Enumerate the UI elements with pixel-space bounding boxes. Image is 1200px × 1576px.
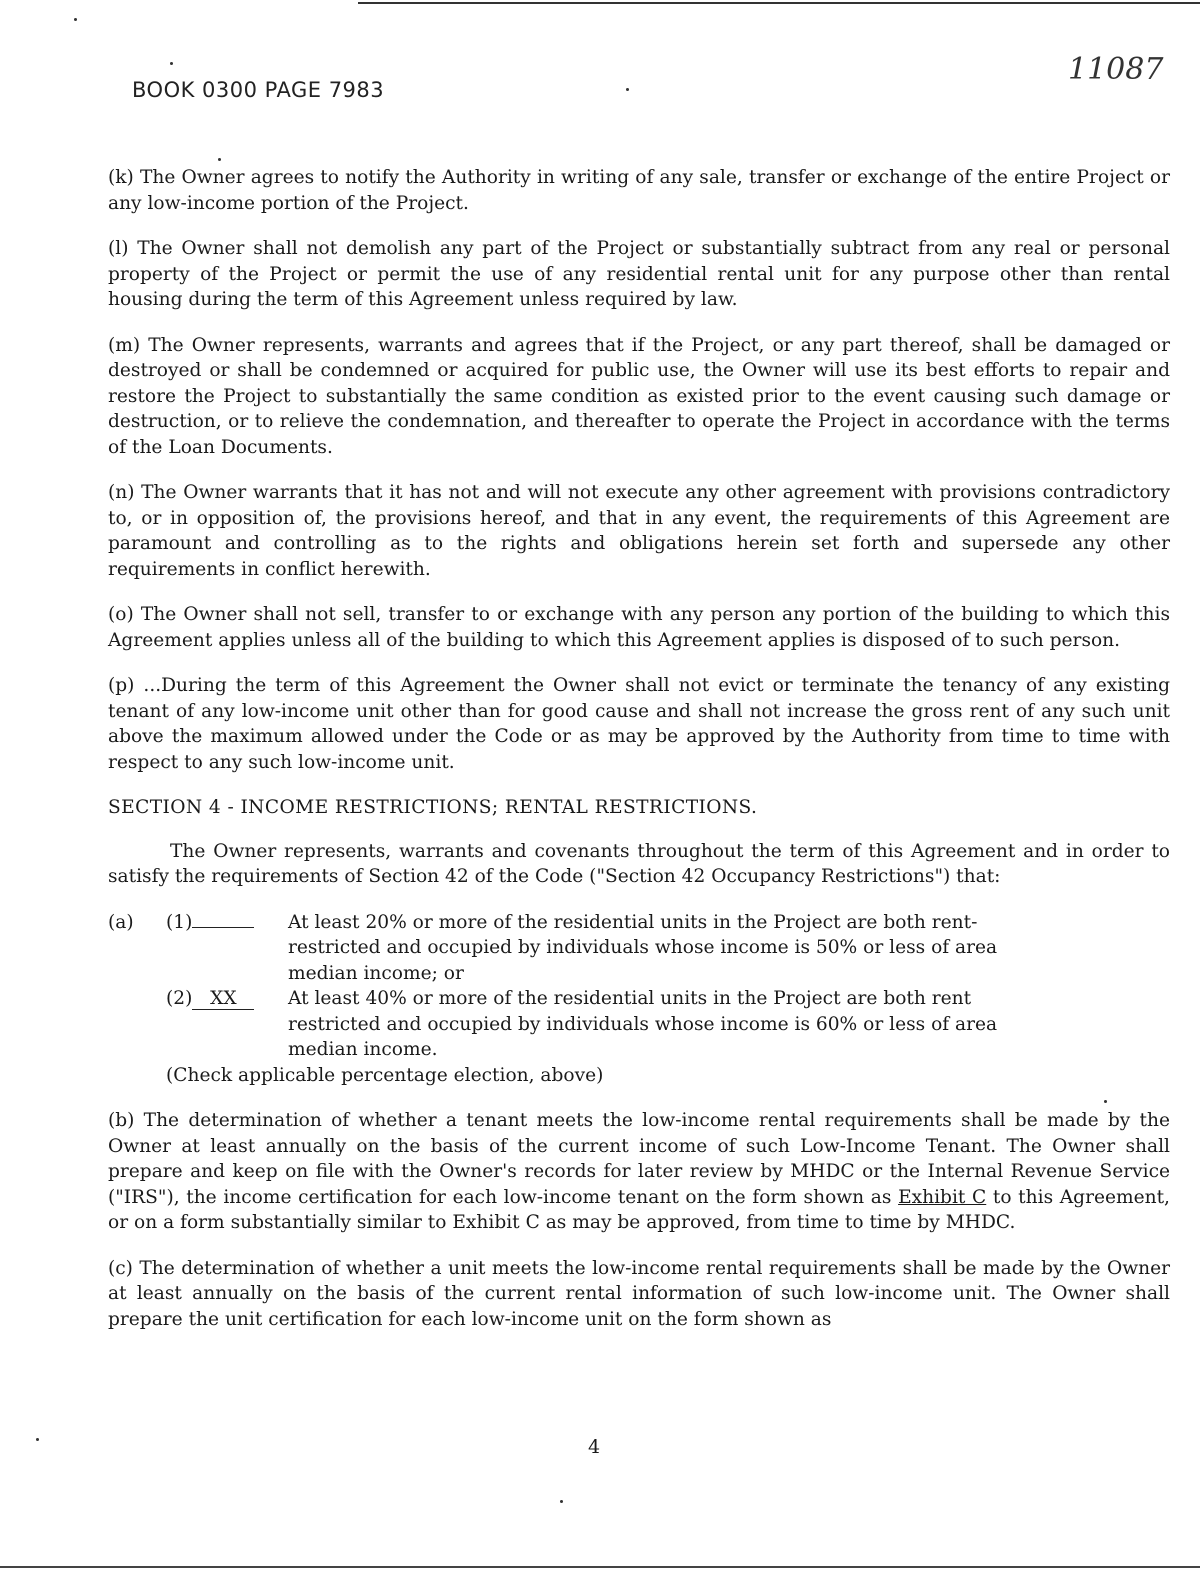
- check-applicable-note: (Check applicable percentage election, above): [166, 1064, 604, 1086]
- scan-speck: [74, 18, 77, 21]
- option-1-text: At least 20% or more of the residential units in the Project are both rent-restricted and occupied by individuals whose income is 50% or less of area median income; or: [288, 911, 998, 984]
- top-edge-rule: [358, 2, 1200, 4]
- document-body: [108, 165, 1170, 1352]
- option-row-1: [108, 910, 1170, 987]
- option-1-check-blank: [192, 927, 254, 928]
- scan-speck: [1104, 1100, 1107, 1103]
- section-4-heading: SECTION 4 - INCOME RESTRICTIONS; RENTAL RESTRICTIONS.: [108, 797, 758, 818]
- percentage-election-options: [108, 910, 1170, 1089]
- paragraph-b: [108, 1108, 1170, 1236]
- option-group-label: (a): [108, 911, 134, 933]
- page-number: 4: [588, 1436, 601, 1458]
- bottom-edge-rule: [0, 1566, 1200, 1568]
- option-2-number: [166, 986, 288, 1063]
- paragraph-n: (n) The Owner warrants that it has not and will not execute any other agreement with provisions contradictory to, or in opposition of, the provisions hereof, and that in any event, the requirements of this Agreement are paramount and controlling as to the rights and obligations herein set forth and supersede any other requirements in conflict herewith.: [108, 482, 1170, 580]
- scan-speck: [170, 62, 173, 65]
- scan-speck: [218, 158, 221, 161]
- paragraph-c: (c) The determination of whether a unit meets the low-income rental requirements shall be made by the Owner at least annually on the basis of the current rental information of such low-income unit. The Owner shall prepare the unit certification for each low-income unit on the form shown as: [108, 1257, 1170, 1330]
- paragraph-p: (p) ...During the term of this Agreement the Owner shall not evict or terminate the tenancy of any existing tenant of any low-income unit other than for good cause and shall not increase the gross rent of any such unit above the maximum allowed under the Code or as may be approved by the Authority from time to time with respect to any such low-income unit.: [108, 675, 1170, 773]
- book-page-reference: BOOK 0300 PAGE 7983: [132, 78, 385, 102]
- paragraph-b-part2: to this Agreement, or on a form substantially similar to Exhibit C as may be approved, from time to time by MHDC.: [108, 1186, 1170, 1233]
- paragraph-k: (k) The Owner agrees to notify the Authority in writing of any sale, transfer or exchange of the entire Project or any low-income portion of the Project.: [108, 167, 1170, 214]
- option-2-check-blank: XX: [192, 989, 254, 1010]
- handwritten-document-number: 11087: [1068, 52, 1164, 87]
- paragraph-b-part1: (b) The determination of whether a tenant meets the low-income rental requirements shall be made by the Owner at least annually on the basis of the current income of such Low-Income Tenant. The Owner shall prepare and keep on file with the Owner's records for later review by MHDC or the Internal Revenue Service ("IRS"), the income certification for each low-income tenant on the form shown as: [108, 1110, 1170, 1208]
- scan-speck: [626, 88, 629, 91]
- option-row-2: [108, 986, 1170, 1063]
- option-1-number: [166, 910, 288, 987]
- scan-speck: [560, 1500, 563, 1503]
- option-2-label: (2): [166, 988, 193, 1009]
- exhibit-c-reference: Exhibit C: [898, 1186, 987, 1208]
- scan-speck: [36, 1438, 39, 1441]
- option-2-text: At least 40% or more of the residential units in the Project are both rent restricted and occupied by individuals whose income is 60% or less of area median income.: [288, 988, 998, 1060]
- paragraph-l: (l) The Owner shall not demolish any part of the Project or substantially subtract from any real or personal property of the Project or permit the use of any residential rental unit for any purpose other than rental housing during the term of this Agreement unless required by law.: [108, 238, 1170, 310]
- option-1-label: (1): [166, 911, 193, 933]
- paragraph-m: (m) The Owner represents, warrants and agrees that if the Project, or any part thereof, shall be damaged or destroyed or shall be condemned or acquired for public use, the Owner will use its best efforts to repair and restore the Project to substantially the same condition as existed prior to the event causing such damage or destruction, or to relieve the condemnation, and thereafter to operate the Project in accordance with the terms of the Loan Documents.: [108, 334, 1170, 458]
- section-4-intro: The Owner represents, warrants and covenants throughout the term of this Agreement and in order to satisfy the requirements of Section 42 of the Code ("Section 42 Occupancy Restrictions") that:: [108, 840, 1170, 887]
- paragraph-o: (o) The Owner shall not sell, transfer to or exchange with any person any portion of the building to which this Agreement applies unless all of the building to which this Agreement applies is disposed of to such person.: [108, 604, 1170, 651]
